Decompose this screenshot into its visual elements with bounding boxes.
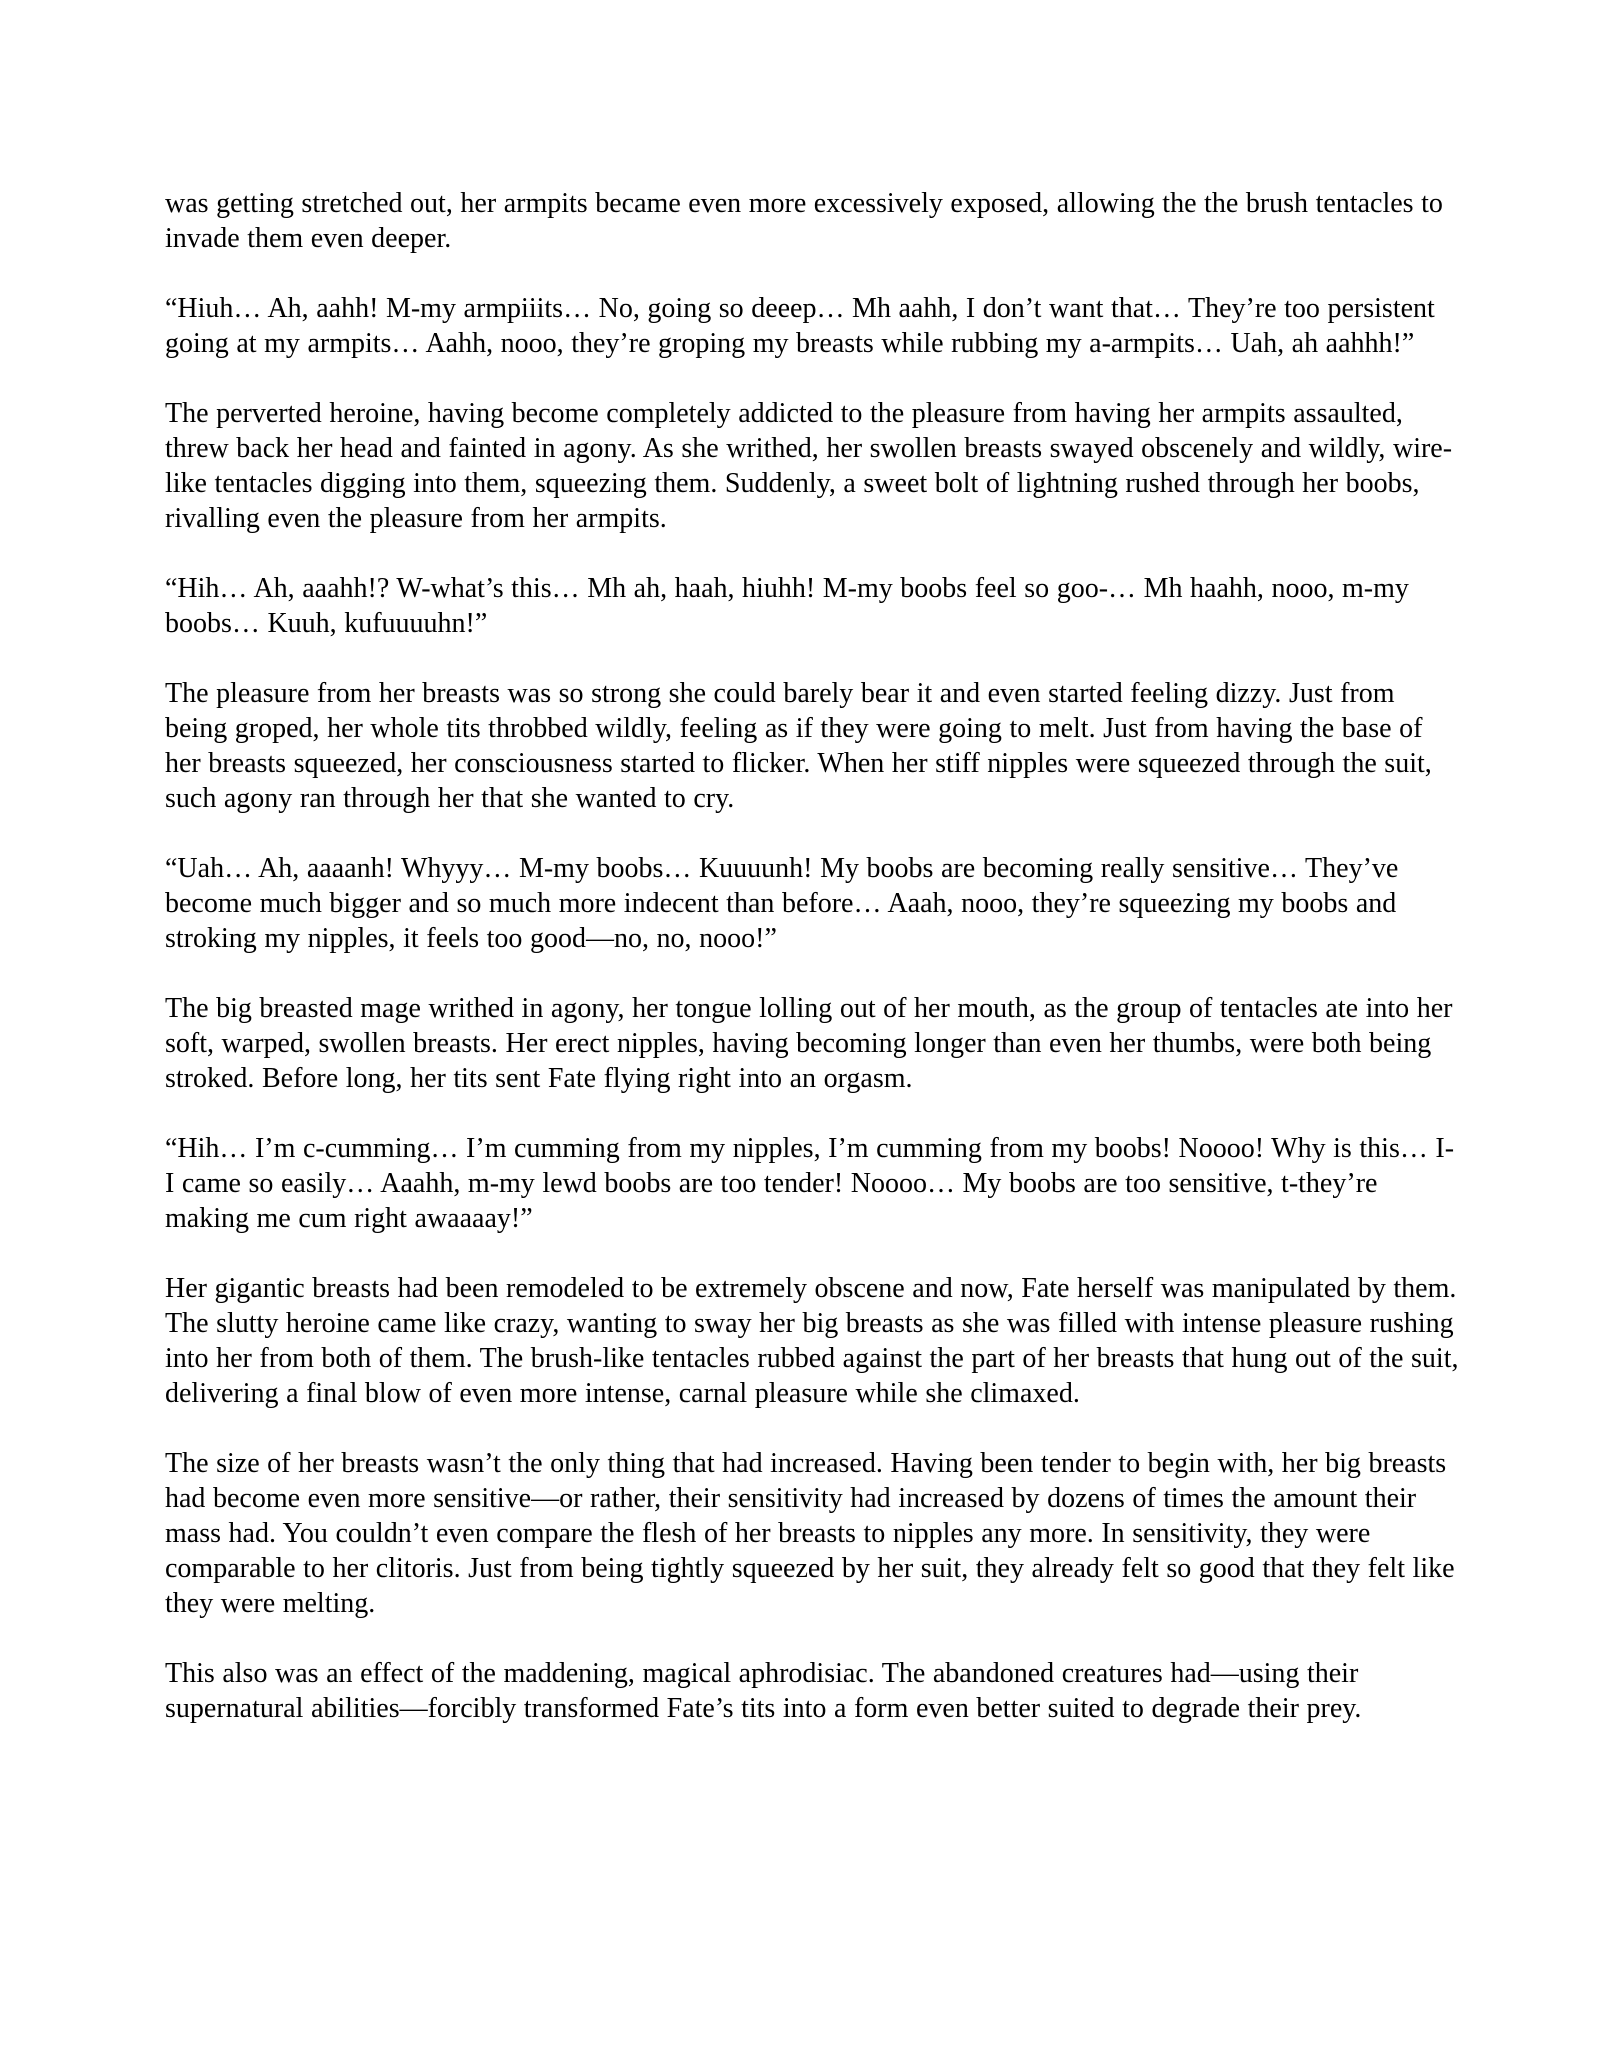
paragraph: was getting stretched out, her armpits became even more excessively exposed, allowing the the brush tentacles to invade them even deeper. bbox=[165, 188, 1443, 254]
paragraph: “Hih… Ah, aaahh!? W-what’s this… Mh ah, haah, hiuhh! M-my boobs feel so goo-… Mh haahh, nooo, m-my boobs… Kuuh, kufuuuuhn!” bbox=[165, 573, 1409, 639]
paragraph: Her gigantic breasts had been remodeled to be extremely obscene and now, Fate herself was manipulated by them. The slutty heroine came like crazy, wanting to sway her big breasts as she was filled with intense pleasure rushing into her from both of them. The brush-like tentacles rubbed against the part of her breasts that hung out of the suit, delivering a final blow of even more intense, carnal pleasure while she climaxed. bbox=[165, 1273, 1459, 1409]
paragraph: “Hiuh… Ah, aahh! M-my armpiiits… No, going so deeep… Mh aahh, I don’t want that… They’re too persistent going at my armpits… Aahh, nooo, they’re groping my breasts while rubbing my a-armpits… Uah, ah aahhh!” bbox=[165, 293, 1435, 359]
paragraph: The size of her breasts wasn’t the only thing that had increased. Having been tender to begin with, her big breasts had become even more sensitive—or rather, their sensitivity had increased by dozens of times the amount their mass had. You couldn’t even compare the flesh of her breasts to nipples any more. In sensitivity, they were comparable to her clitoris. Just from being tightly squeezed by her suit, they already felt so good that they felt like they were melting. bbox=[165, 1448, 1455, 1619]
paragraph: The big breasted mage writhed in agony, her tongue lolling out of her mouth, as the group of tentacles ate into her soft, warped, swollen breasts. Her erect nipples, having becoming longer than even her thumbs, were both being stroked. Before long, her tits sent Fate flying right into an orgasm. bbox=[165, 993, 1453, 1094]
paragraph: The perverted heroine, having become completely addicted to the pleasure from having her armpits assaulted, threw back her head and fainted in agony. As she writhed, her swollen breasts swayed obscenely and wildly, wire-like tentacles digging into them, squeezing them. Suddenly, a sweet bolt of lightning rushed through her boobs, rivalling even the pleasure from her armpits. bbox=[165, 398, 1453, 534]
paragraph: “Uah… Ah, aaaanh! Whyyy… M-my boobs… Kuuuunh! My boobs are becoming really sensitive… They’ve become much bigger and so much more indecent than before… Aaah, nooo, they’re squeezing my boobs and stroking my nipples, it feels too good—no, no, nooo!” bbox=[165, 853, 1399, 954]
paragraph: This also was an effect of the maddening, magical aphrodisiac. The abandoned creatures had—using their supernatural abilities—forcibly transformed Fate’s tits into a form even better suited to degrade their prey. bbox=[165, 1658, 1362, 1724]
paragraph: “Hih… I’m c-cumming… I’m cumming from my nipples, I’m cumming from my boobs! Noooo! Why is this… I-I came so easily… Aaahh, m-my lewd boobs are too tender! Noooo… My boobs are too sensitive, t-they’re making me cum right awaaaay!” bbox=[165, 1133, 1455, 1234]
paragraph: The pleasure from her breasts was so strong she could barely bear it and even started feeling dizzy. Just from being groped, her whole tits throbbed wildly, feeling as if they were going to melt. Just from having the base of her breasts squeezed, her consciousness started to flicker. When her stiff nipples were squeezed through the suit, such agony ran through her that she wanted to cry. bbox=[165, 678, 1432, 814]
